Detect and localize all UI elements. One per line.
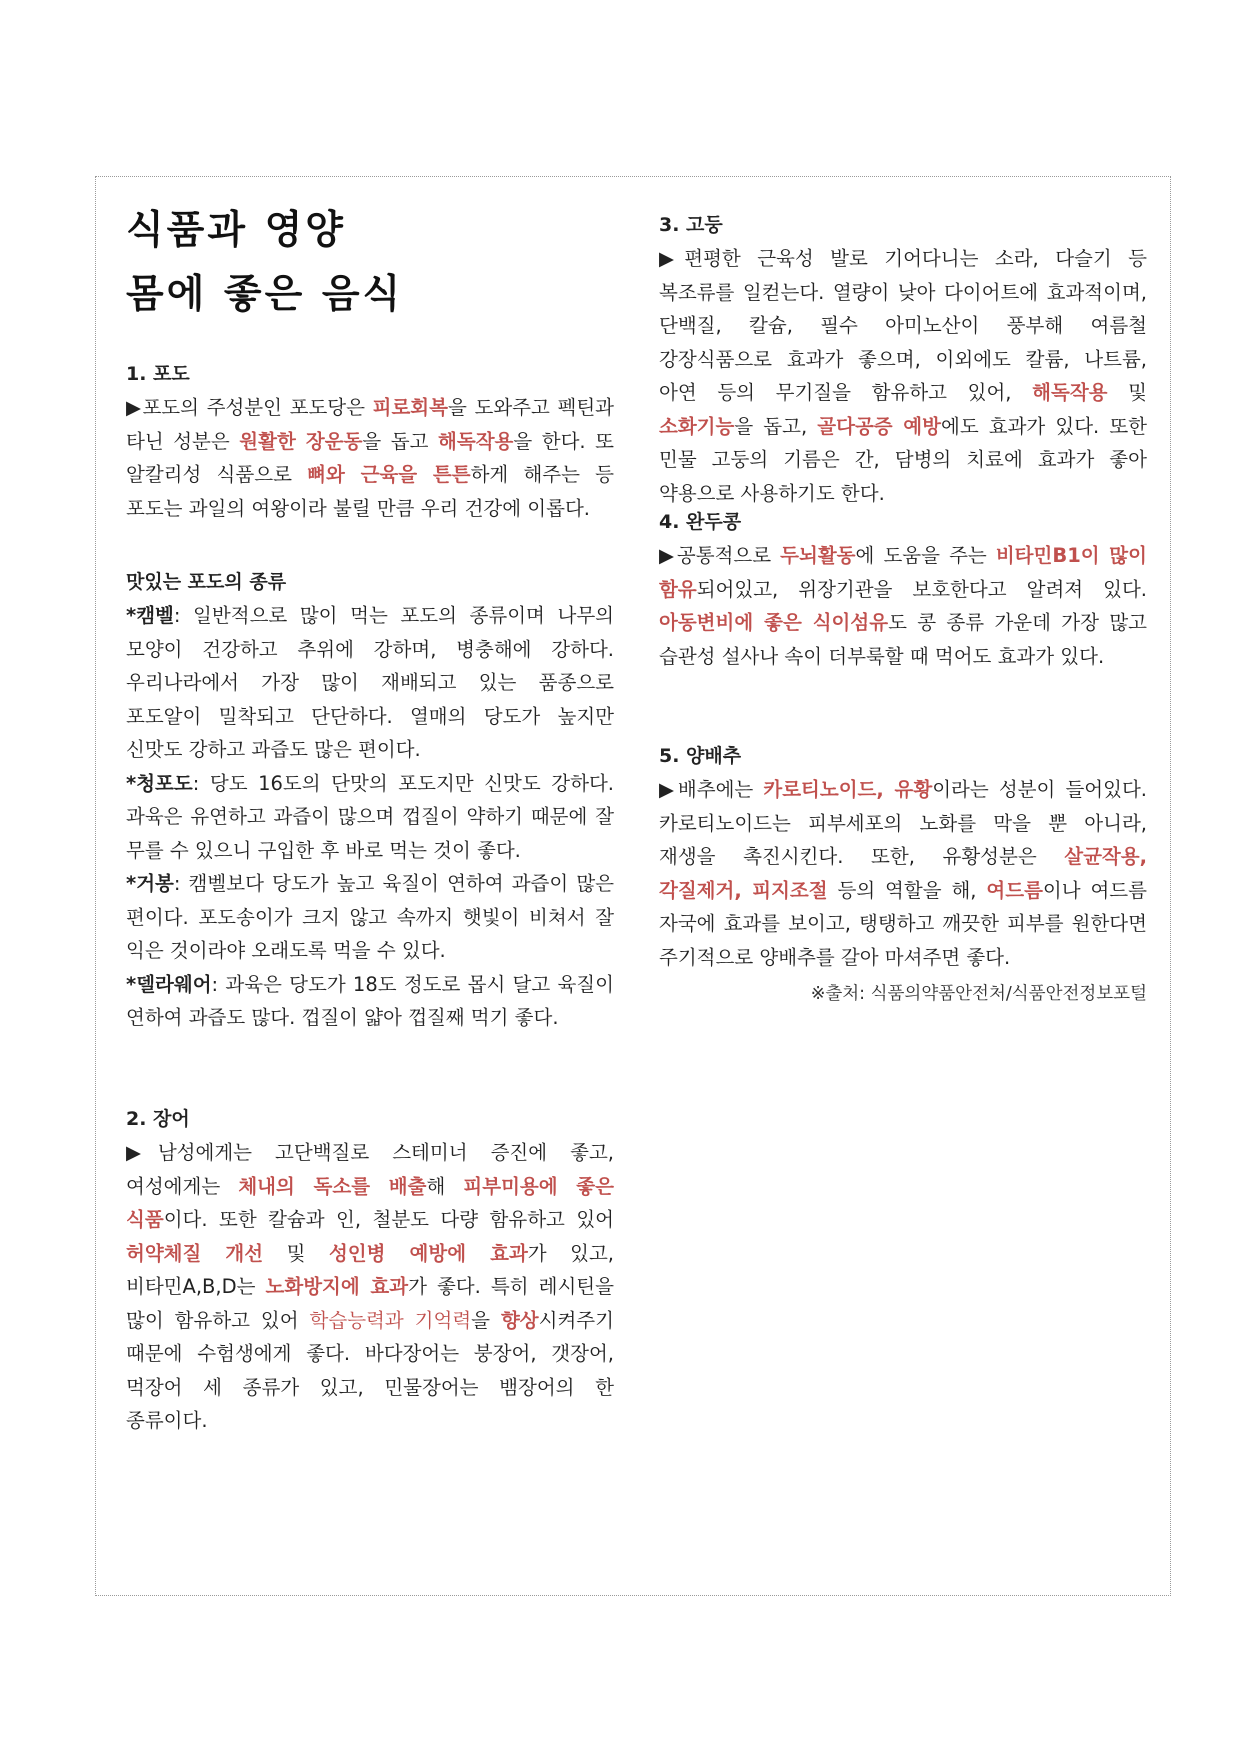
source-note: ※출처: 식품의약품안전처/식품안전정보포털 <box>810 984 1147 1004</box>
variety-name: *캠벨 <box>126 604 174 627</box>
source-note-wrap <box>659 979 1147 1009</box>
body-text: ▶포도의 주성분인 포도당은 <box>126 396 373 419</box>
highlight-text: 피로회복 <box>372 396 448 419</box>
section-snail <box>659 208 1147 510</box>
section-heading: 1. 포도 <box>126 363 190 385</box>
body-text: 이라는 성분이 들어있다. 카로티노이드는 피부세포의 노화를 막을 뿐 아니라, 재생을 촉진시킨다. 또한, 유황성분은 <box>659 778 1147 868</box>
variety-desc: : 당도 16도의 단맛의 포도지만 신맛도 강하다. 과육은 유연하고 과즙이 많으며 껍질이 약하기 때문에 잘 무를 수 있으니 구입한 후 바로 먹는 것이 좋다. <box>126 771 614 862</box>
body-text: 이다. 또한 칼슘과 인, 철분도 다량 함유하고 있어 <box>163 1208 614 1231</box>
highlight-text: 해독작용 <box>438 429 514 453</box>
section-heading: 5. 양배추 <box>659 745 742 767</box>
highlight-text: 비타민B1이 많이 함유 <box>659 544 1147 601</box>
variety-name: *청포도 <box>126 771 193 795</box>
body-text: 을 한다. 또 알칼리성 식품으로 <box>126 429 614 486</box>
section-body <box>659 539 1147 673</box>
variety-item <box>126 867 614 968</box>
body-text: 시켜주기 때문에 수험생에게 좋다. 바다장어는 붕장어, 갯장어, 먹장어 세 종류가 있고, 민물장어는 뱀장어의 한 종류이다. <box>126 1308 614 1432</box>
page-frame <box>95 176 1171 1596</box>
body-text: 및 <box>263 1241 329 1265</box>
body-text: 등의 역할을 해, <box>827 878 987 902</box>
body-text: ▶배추에는 <box>659 778 764 801</box>
highlight-text: 피부미용에 좋은 식품 <box>126 1174 614 1231</box>
variety-desc: : 일반적으로 많이 먹는 포도의 종류이며 나무의 모양이 건강하고 추위에 강하며, 병충해에 강하다. 우리나라에서 가장 많이 재배되고 있는 품종으로 포도알이 밀착되고 단단하다. 열매의 당도가 높지만 신맛도 강하고 과즙도 많은 편이다. <box>126 604 614 761</box>
section-grape-varieties <box>126 565 614 1035</box>
variety-item <box>126 767 614 868</box>
highlight-text: 소화기능 <box>659 414 735 438</box>
section-pea <box>659 505 1147 673</box>
body-text: 에도 효과가 있다. 또한 민물 고둥의 기름은 간, 담병의 치료에 효과가 좋아 약용으로 사용하기도 한다. <box>659 414 1148 505</box>
body-text: 가 좋다. 특히 레시틴을 많이 함유하고 있어 <box>126 1275 614 1332</box>
section-eel <box>126 1102 614 1438</box>
variety-item <box>126 599 614 767</box>
highlight-text: 원활한 장운동 <box>239 429 363 453</box>
highlight-text: 해독작용 <box>1032 381 1108 404</box>
body-text: 및 <box>1107 381 1147 404</box>
highlight-text: 노화방지에 효과 <box>265 1275 409 1298</box>
highlight-text: 뼈와 근육을 튼튼 <box>307 463 471 486</box>
body-text: 해 <box>426 1174 464 1198</box>
title-line-2: 몸에 좋은 음식 <box>126 272 404 317</box>
section-body <box>126 391 614 525</box>
section-grape <box>126 357 614 525</box>
body-text: 가 있고, 비타민A,B,D는 <box>126 1241 614 1298</box>
body-text: ▶공통적으로 <box>659 544 781 567</box>
section-heading: 3. 고둥 <box>659 214 723 236</box>
body-text: 을 돕고, <box>734 414 818 438</box>
variety-name: *델라웨어 <box>126 972 212 996</box>
section-cabbage <box>659 739 1147 974</box>
variety-desc: : 캠벨보다 당도가 높고 육질이 연하여 과즙이 많은 편이다. 포도송이가 크지 않고 속까지 햇빛이 비쳐서 잘 익은 것이라야 오래도록 먹을 수 있다. <box>126 872 614 962</box>
variety-name: *거봉 <box>126 872 174 895</box>
highlight-text: 골다공증 예방 <box>817 414 941 438</box>
body-text: 하게 해주는 등 포도는 과일의 여왕이라 불릴 만큼 우리 건강에 이롭다. <box>126 463 614 520</box>
body-text: 에 도움을 주는 <box>855 544 996 567</box>
body-text: 이나 여드름 자국에 효과를 보이고, 탱탱하고 깨끗한 피부를 원한다면 주기적으로 양배추를 갈아 마셔주면 좋다. <box>659 878 1147 969</box>
highlight-text: 살균작용, 각질제거, 피지조절 <box>659 845 1147 902</box>
body-text: 을 도와주고 펙틴과 타닌 성분은 <box>126 396 614 453</box>
variety-item <box>126 968 614 1035</box>
highlight-text: 아동변비에 좋은 식이섬유 <box>659 611 889 634</box>
highlight-text: 여드름 <box>986 878 1043 902</box>
highlight-text: 카로티노이드, 유황 <box>763 778 933 801</box>
body-text: 을 <box>471 1308 501 1332</box>
section-heading: 2. 장어 <box>126 1108 190 1130</box>
highlight-text: 두뇌활동 <box>780 544 856 567</box>
title-line-1: 식품과 영양 <box>126 208 346 253</box>
body-text: 도 콩 종류 가운데 가장 많고 습관성 설사나 속이 더부룩할 때 먹어도 효과가 있다. <box>659 611 1147 668</box>
body-text: 을 돕고 <box>362 429 439 453</box>
body-text: 되어있고, 위장기관을 보호한다고 알려져 있다. <box>696 577 1147 601</box>
highlight-text: 성인병 예방에 효과 <box>328 1241 528 1265</box>
highlight-text: 허약체질 개선 <box>126 1241 264 1265</box>
highlight-text: 체내의 독소를 배출 <box>238 1174 427 1198</box>
page-title <box>126 199 403 327</box>
body-text: ▶편평한 근육성 발로 기어다니는 소라, 다슬기 등 복조류를 일컫는다. 열량이 낮아 다이어트에 효과적이며, 단백질, 칼슘, 필수 아미노산이 풍부해 여름철 강장식품으로 효과가 좋으며, 이외에도 칼륨, 나트륨, 아연 등의 무기질을 함유하고 있어, <box>659 247 1147 404</box>
section-heading: 맛있는 포도의 종류 <box>126 571 287 593</box>
variety-desc: : 과육은 당도가 18도 정도로 몹시 달고 육질이 연하여 과즙도 많다. 껍질이 얇아 껍질째 먹기 좋다. <box>126 972 614 1029</box>
body-text: ▶남성에게는 고단백질로 스테미너 증진에 좋고, 여성에게는 <box>126 1141 614 1198</box>
highlight-text: 학습능력과 기억력 <box>309 1308 472 1332</box>
section-body <box>659 773 1147 974</box>
section-heading: 4. 완두콩 <box>659 511 742 533</box>
section-body <box>126 1136 614 1438</box>
highlight-text: 향상 <box>500 1308 539 1332</box>
section-body <box>659 242 1147 510</box>
